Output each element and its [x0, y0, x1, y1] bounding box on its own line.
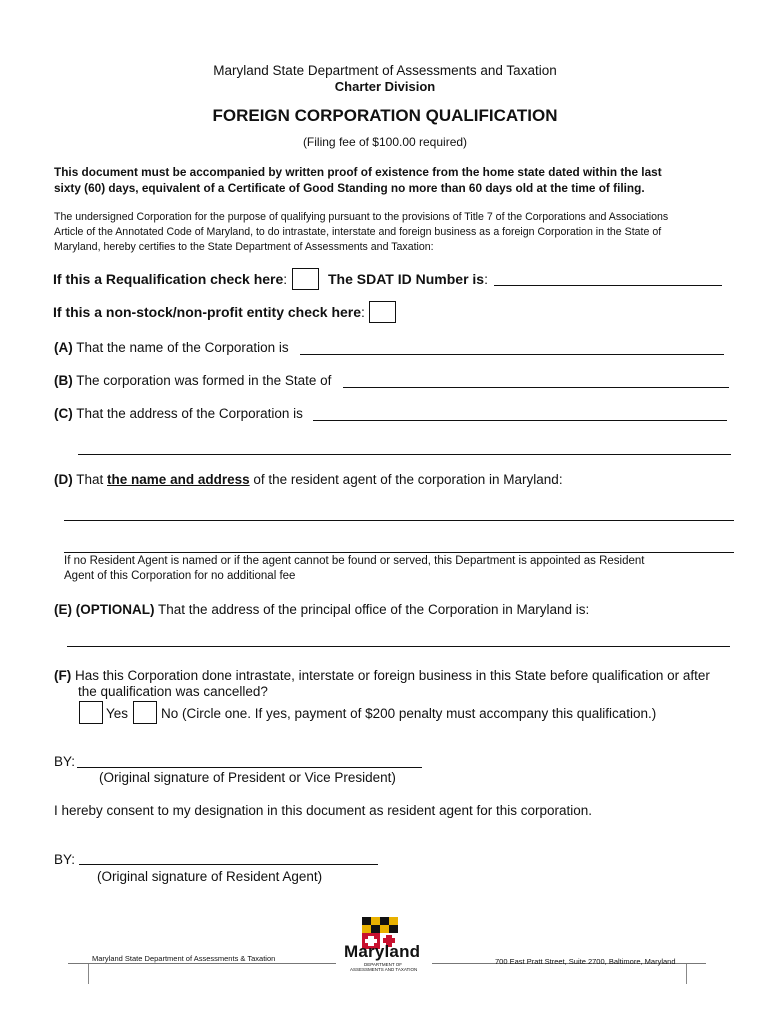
item-d-text-post: of the resident agent of the corporation in Maryland: — [253, 472, 563, 487]
item-b-text: The corporation was formed in the State of — [76, 373, 332, 388]
footer-department: Maryland State Department of Assessments & Taxation — [92, 954, 276, 963]
item-c-row — [54, 406, 303, 421]
requalification-colon: : — [283, 271, 288, 287]
requalification-label: If this a Requalification check here — [53, 271, 284, 287]
nonstock-checkbox[interactable] — [369, 301, 396, 323]
sdat-id-label: The SDAT ID Number is — [328, 271, 485, 287]
item-f-text-line-1: Has this Corporation done intrastate, interstate or foreign business in this State before qualification or after — [75, 668, 710, 683]
intro-line-3: Maryland, hereby certifies to the State Department of Assessments and Taxation: — [54, 241, 434, 253]
item-b-row — [54, 373, 331, 388]
agent-signature-caption: (Original signature of Resident Agent) — [97, 869, 323, 884]
formation-state-field[interactable] — [343, 387, 729, 388]
item-e-text: That the address of the principal office of the Corporation in Maryland is: — [158, 602, 590, 617]
division-name: Charter Division — [334, 79, 436, 94]
item-e-optional: (OPTIONAL) — [75, 602, 155, 617]
resident-agent-note-line-1: If no Resident Agent is named or if the agent cannot be found or served, this Department is appointed as Resident — [64, 555, 645, 567]
item-a-text: That the name of the Corporation is — [76, 340, 289, 355]
consent-statement: I hereby consent to my designation in this document as resident agent for this corporation. — [54, 803, 593, 818]
resident-agent-field-line-1[interactable] — [64, 520, 734, 521]
nonstock-row — [53, 304, 365, 320]
sdat-id-field[interactable] — [494, 285, 722, 286]
item-c-text: That the address of the Corporation is — [76, 406, 303, 421]
item-d-text-underlined: the name and address — [107, 472, 250, 487]
footer-rule-left — [68, 963, 336, 964]
footer-tick-right — [686, 964, 687, 984]
principal-office-address-field[interactable] — [67, 646, 730, 647]
no-label: No (Circle one. If yes, payment of $200 penalty must accompany this qualification.) — [161, 706, 657, 721]
item-b-letter: (B) — [54, 373, 73, 388]
item-d-text-pre: That — [76, 472, 104, 487]
corporation-address-field[interactable] — [313, 420, 727, 421]
agent-signature-field[interactable] — [79, 864, 378, 865]
notice-line-1: This document must be accompanied by written proof of existence from the home state dated within the last — [54, 165, 662, 179]
item-a-row — [54, 340, 289, 355]
intro-line-1: The undersigned Corporation for the purpose of qualifying pursuant to the provisions of Title 7 of the Corporations and Associations — [54, 211, 669, 223]
by-label-president: BY: — [54, 754, 76, 769]
corporation-name-field[interactable] — [300, 354, 724, 355]
department-name: Maryland State Department of Assessments and Taxation — [213, 63, 557, 78]
sdat-row — [328, 271, 488, 287]
no-checkbox[interactable] — [133, 701, 157, 724]
president-signature-field[interactable] — [77, 767, 422, 768]
president-signature-caption: (Original signature of President or Vice President) — [99, 770, 396, 785]
item-e-letter: (E) — [54, 602, 72, 617]
yes-checkbox[interactable] — [79, 701, 103, 724]
fee-note: (Filing fee of $100.00 required) — [302, 135, 468, 149]
item-d-row — [54, 472, 563, 487]
sdat-id-colon: : — [484, 271, 488, 287]
resident-agent-field-line-2[interactable] — [64, 552, 734, 553]
nonstock-label: If this a non-stock/non-profit entity check here — [53, 304, 362, 320]
requalification-row — [53, 271, 287, 287]
item-c-letter: (C) — [54, 406, 73, 421]
footer-tick-left — [88, 964, 89, 984]
logo-wordmark: Maryland — [344, 942, 421, 961]
footer-address: 700 East Pratt Street, Suite 2700, Baltimore, Maryland — [495, 957, 676, 966]
item-f-row — [54, 668, 710, 683]
nonstock-colon: : — [361, 304, 365, 320]
intro-line-2: Article of the Annotated Code of Maryland, to do intrastate, interstate and foreign business as a foreign Corporation in the State of — [54, 226, 662, 238]
logo-subtitle-2: ASSESSMENTS AND TAXATION — [350, 967, 418, 972]
corporation-address-field-line-2[interactable] — [78, 454, 731, 455]
item-f-text-line-2: the qualification was cancelled? — [78, 684, 268, 699]
by-label-agent: BY: — [54, 852, 76, 867]
requalification-checkbox[interactable] — [292, 268, 319, 290]
form-title: FOREIGN CORPORATION QUALIFICATION — [212, 106, 558, 125]
item-f-letter: (F) — [54, 668, 72, 683]
resident-agent-note-line-2: Agent of this Corporation for no additional fee — [64, 570, 296, 582]
item-d-letter: (D) — [54, 472, 73, 487]
item-e-row — [54, 602, 589, 617]
item-a-letter: (A) — [54, 340, 73, 355]
logo-subtitle-1: DEPARTMENT OF — [364, 962, 403, 967]
notice-line-2: sixty (60) days, equivalent of a Certificate of Good Standing no more than 60 days old at the time of filing. — [54, 181, 645, 195]
yes-label: Yes — [106, 706, 129, 721]
